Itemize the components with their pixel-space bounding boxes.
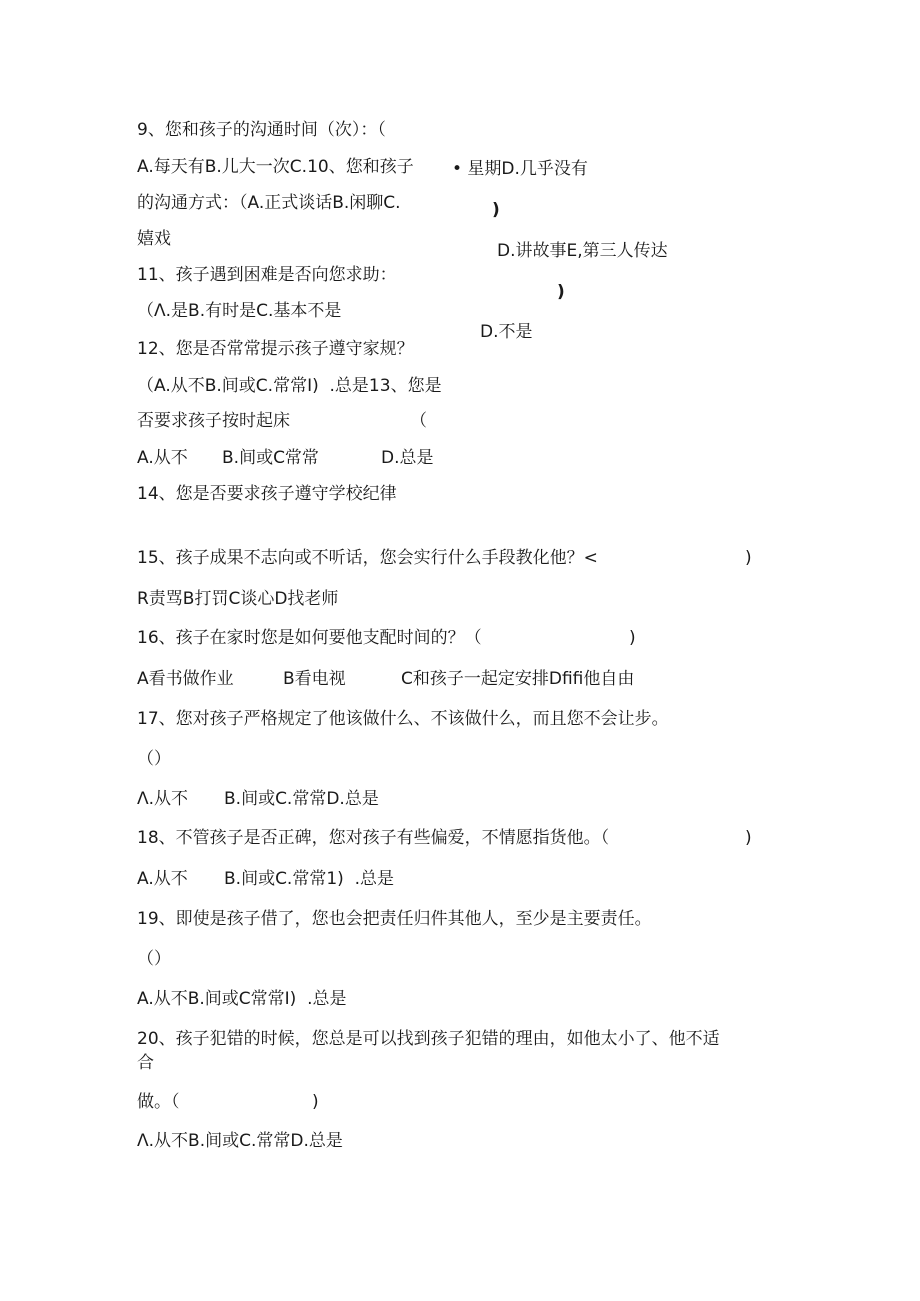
q19-options-line: A.从不B.间或C常常I) .总是 bbox=[137, 989, 347, 1009]
q17-option-a: Λ.从不 bbox=[137, 789, 189, 809]
q9-options-line: A.每天有B.儿大一次C.10、您和孩子 bbox=[137, 157, 414, 177]
q17-line: 17、您对孩子严格规定了他该做什么、不该做什么，而且您不会让步。 bbox=[137, 709, 669, 729]
q15-paren: ) bbox=[745, 548, 752, 568]
q19-line: 19、即使是孩子借了，您也会把责任归件其他人，至少是主要责任。 bbox=[137, 909, 652, 929]
q16-option-a: A看书做作业 bbox=[137, 669, 234, 689]
q11-paren: ) bbox=[557, 282, 565, 302]
q18-paren: ) bbox=[745, 828, 752, 848]
q10-paren: ) bbox=[492, 200, 500, 220]
q10-line: 的沟通方式：（A.正式谈话B.闲聊C. bbox=[137, 193, 401, 213]
q16-line: 16、孩子在家时您是如何要他支配时间的？（ bbox=[137, 628, 482, 648]
q13-line: 否要求孩子按时起床 bbox=[137, 411, 290, 431]
q20-options-line: Λ.从不B.间或C.常常D.总是 bbox=[137, 1131, 343, 1151]
q15-line: 15、孩子成果不志向或不听话，您会实行什么手段教化他？< bbox=[137, 548, 598, 568]
q16-option-cd: C和孩子一起定安排Dfifi他自由 bbox=[401, 669, 635, 689]
q13-option-a: A.从不 bbox=[137, 448, 188, 468]
q16-option-b: B看电视 bbox=[283, 669, 346, 689]
q18-option-a: A.从不 bbox=[137, 869, 188, 889]
q16-paren: ) bbox=[629, 628, 636, 648]
q11-line: 11、孩子遇到困难是否向您求助： bbox=[137, 265, 397, 285]
q12-options-line: （A.从不B.间或C.常常I) .总是13、您是 bbox=[137, 376, 442, 396]
q10-cont: 嬉戏 bbox=[137, 229, 171, 249]
q11-options-line: （Λ.是B.有时是C.基本不是 bbox=[137, 301, 342, 321]
q11-options-cont: D.不是 bbox=[480, 322, 533, 342]
q13-paren: （ bbox=[410, 411, 427, 431]
q20-line: 20、孩子犯错的时候，您总是可以找到孩子犯错的理由，如他太小了、他不适 bbox=[137, 1029, 720, 1049]
q12-line: 12、您是否常常提示孩子遵守家规？ bbox=[137, 339, 414, 359]
q10-options-cont: D.讲故事E,第三人传达 bbox=[497, 241, 668, 261]
q15-options-line: R责骂B打罚C谈心D找老师 bbox=[137, 589, 339, 609]
q17-paren: （） bbox=[137, 749, 171, 769]
q17-option-bcd: B.间或C.常常D.总是 bbox=[224, 789, 379, 809]
q9-options-cont: • 星期D.几乎没有 bbox=[452, 159, 588, 179]
q20-paren: ) bbox=[312, 1092, 319, 1112]
q20-cont-2: 做。（ bbox=[137, 1092, 180, 1112]
q20-cont: 合 bbox=[137, 1053, 154, 1073]
q13-option-d: D.总是 bbox=[381, 448, 434, 468]
q14-line: 14、您是否要求孩子遵守学校纪律 bbox=[137, 484, 397, 504]
q18-option-bcd: B.间或C.常常1) .总是 bbox=[224, 869, 394, 889]
q19-paren: （） bbox=[137, 949, 171, 969]
q9-line: 9、您和孩子的沟通时间（次）：（ bbox=[137, 120, 386, 140]
q13-option-bc: B.间或C常常 bbox=[222, 448, 319, 468]
q18-line: 18、不管孩子是否正碑，您对孩子有些偏爱，不情愿指货他。（ bbox=[137, 828, 610, 848]
